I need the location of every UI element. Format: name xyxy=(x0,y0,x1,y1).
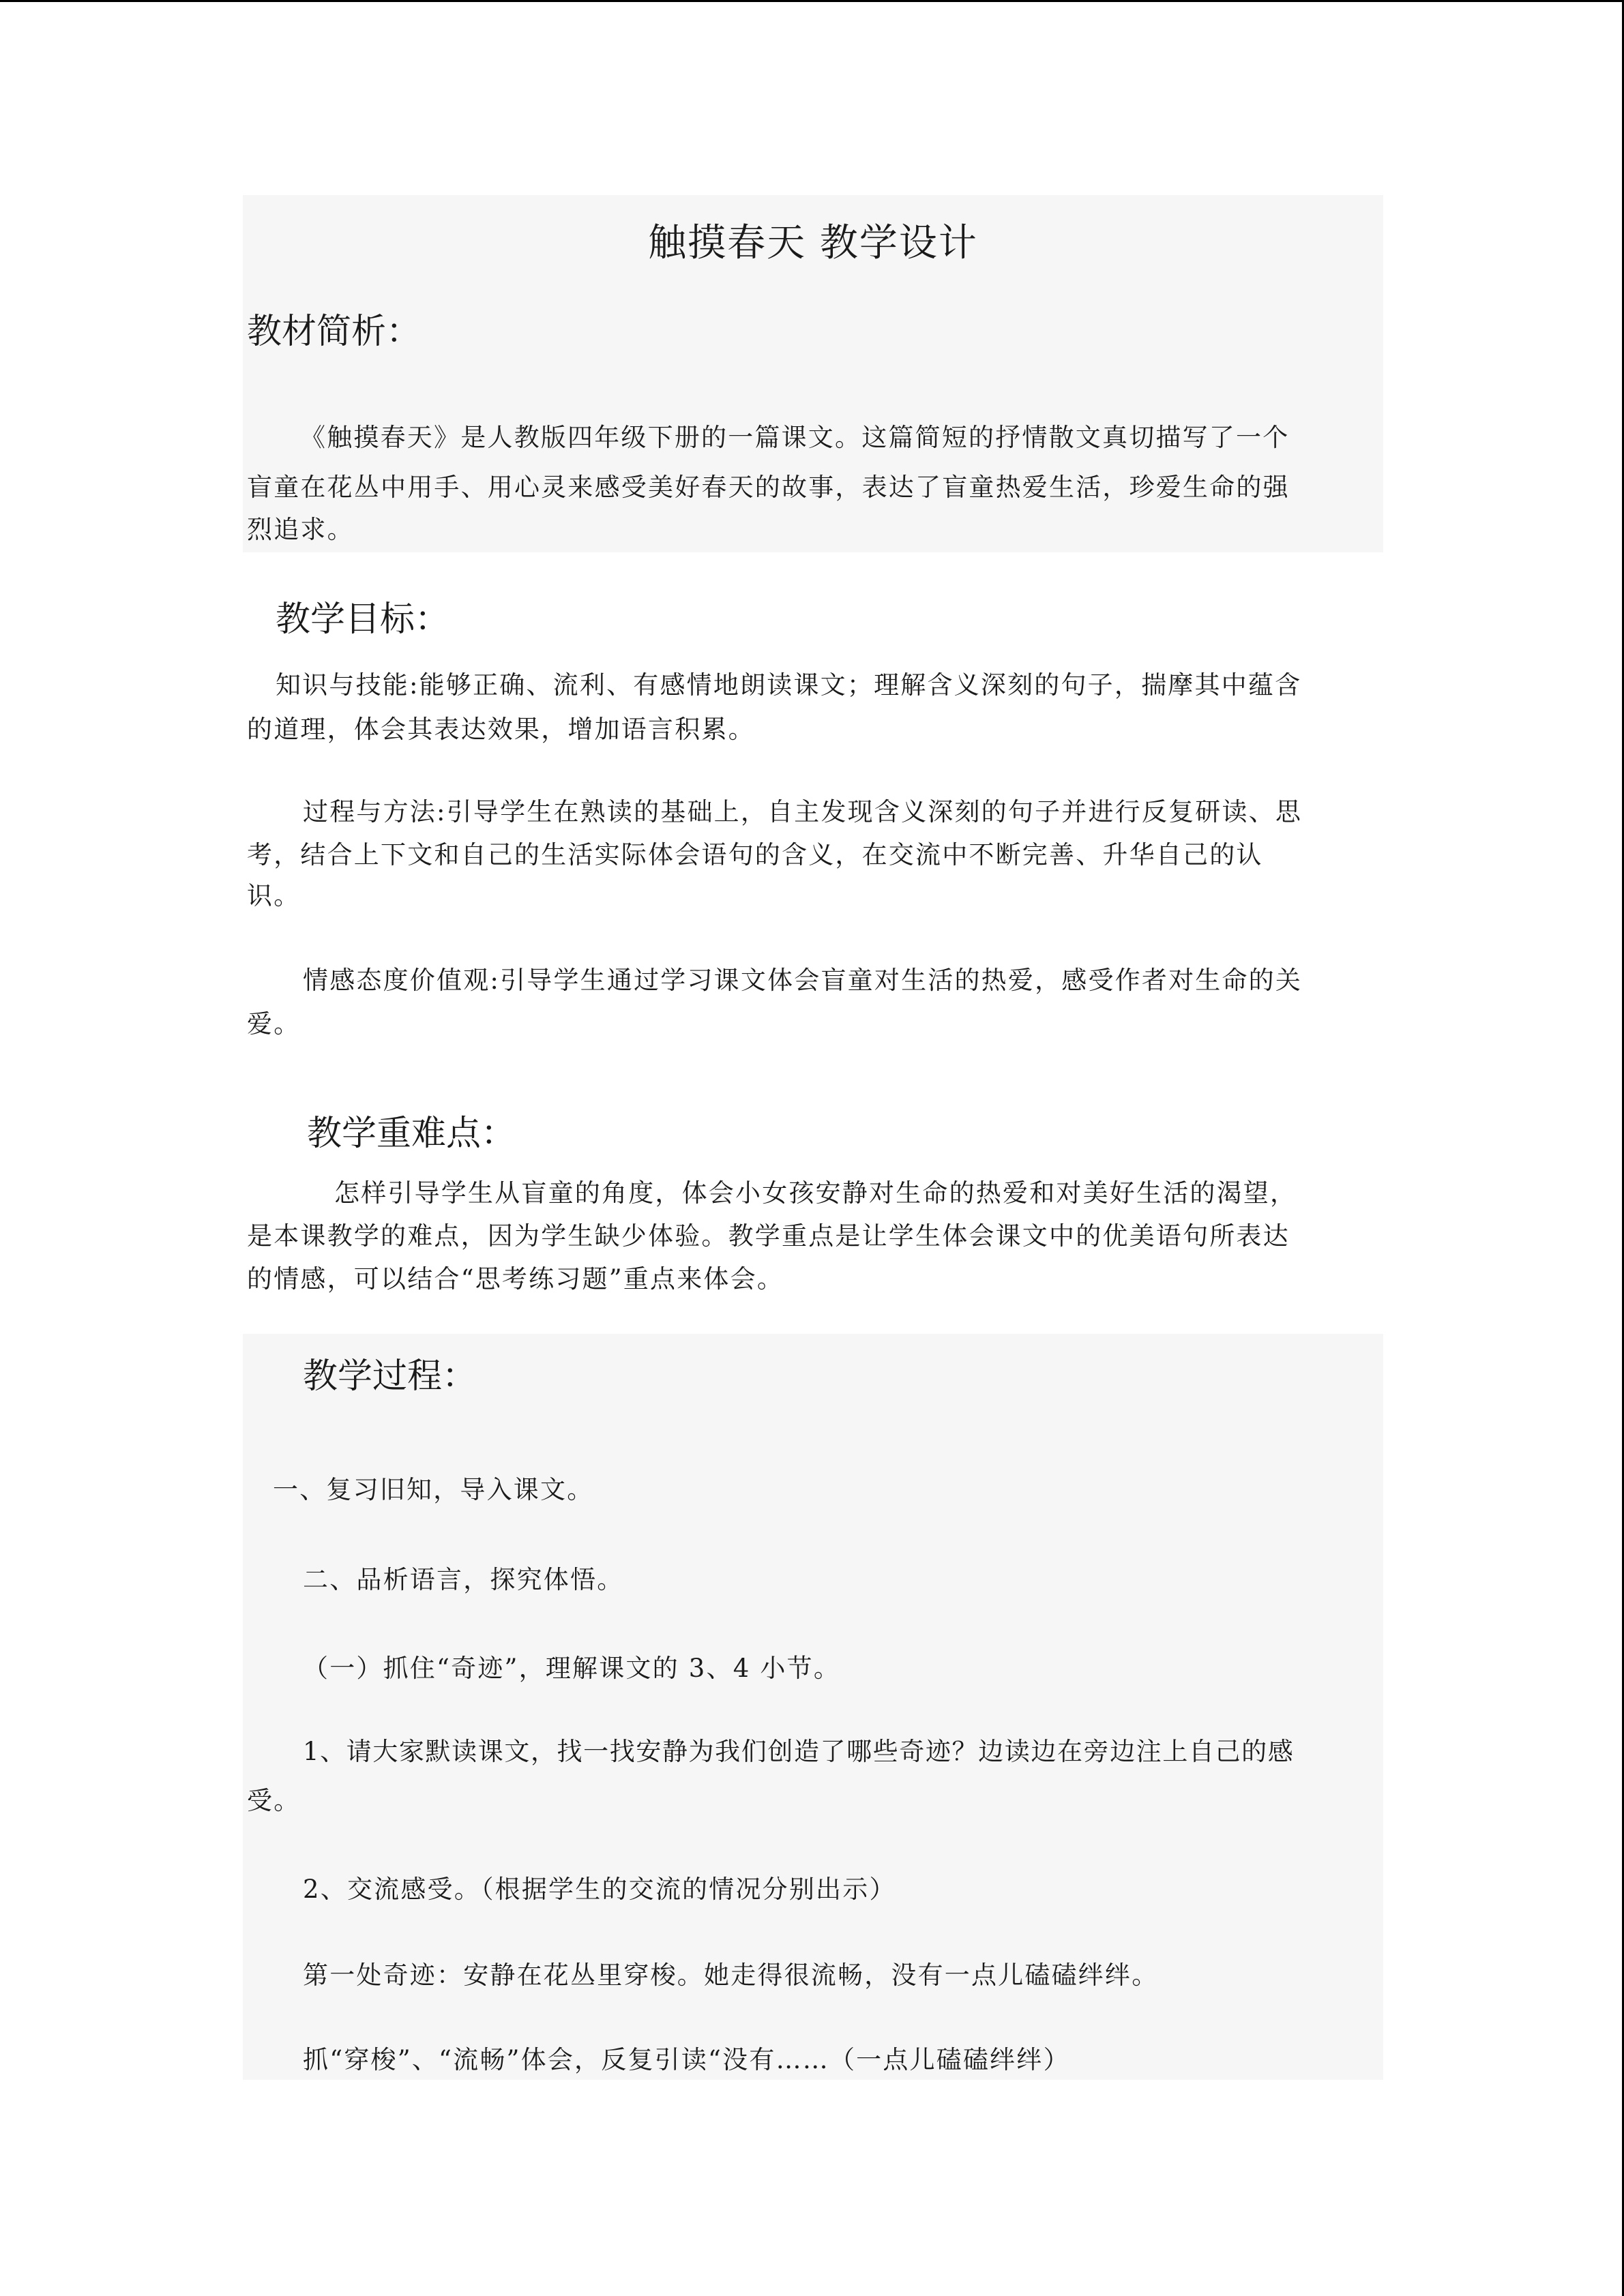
material-line-3: 烈追求。 xyxy=(247,515,354,544)
teaching-process-block xyxy=(243,1334,1383,2080)
title-and-material-block xyxy=(243,195,1383,552)
goals-knowledge-line-2: 的道理，体会其表达效果，增加语言积累。 xyxy=(247,715,755,744)
goals-emotion-line-2: 爱。 xyxy=(247,1009,301,1039)
material-line-1: 《触摸春天》是人教版四年级下册的一篇课文。这篇简短的抒情散文真切描写了一个 xyxy=(300,423,1290,452)
goals-process-line-1: 过程与方法:引导学生在熟读的基础上，自主发现含义深刻的句子并进行反复研读、思 xyxy=(303,797,1303,826)
process-miracle-1: 第一处奇迹：安静在花丛里穿梭。她走得很流畅，没有一点儿磕磕绊绊。 xyxy=(303,1960,1159,1990)
process-heading: 教学过程： xyxy=(303,1356,477,1397)
process-step-1: 一、复习旧知，导入课文。 xyxy=(273,1475,594,1504)
page-top-border xyxy=(0,0,1624,2)
process-sub-1: （一）抓住“奇迹”，理解课文的 3、4 小节。 xyxy=(303,1654,841,1683)
key-points-line-1: 怎样引导学生从盲童的角度，体会小女孩安静对生命的热爱和对美好生活的渴望， xyxy=(334,1178,1297,1208)
document-title: 触摸春天 教学设计 xyxy=(648,221,978,265)
material-heading: 教材简析： xyxy=(247,312,422,352)
material-line-2: 盲童在花丛中用手、用心灵来感受美好春天的故事，表达了盲童热爱生活，珍爱生命的强 xyxy=(247,473,1290,502)
key-points-heading: 教学重难点： xyxy=(307,1114,516,1154)
process-item-1-line-2: 受。 xyxy=(247,1786,301,1815)
key-points-line-2: 是本课教学的难点，因为学生缺少体验。教学重点是让学生体会课文中的优美语句所表达 xyxy=(247,1221,1290,1251)
process-guide: 抓“穿梭”、“流畅”体会，反复引读“没有……（一点儿磕磕绊绊） xyxy=(303,2045,1070,2074)
process-step-2: 二、品析语言，探究体悟。 xyxy=(303,1565,624,1594)
goals-process-line-3: 识。 xyxy=(247,881,301,910)
goals-emotion-line-1: 情感态度价值观:引导学生通过学习课文体会盲童对生活的热爱，感受作者对生命的关 xyxy=(303,966,1303,995)
goals-knowledge-line-1: 知识与技能:能够正确、流利、有感情地朗读课文；理解含义深刻的句子，揣摩其中蕴含 xyxy=(276,670,1302,700)
key-points-line-3: 的情感，可以结合“思考练习题”重点来体会。 xyxy=(247,1264,784,1294)
goals-heading: 教学目标： xyxy=(276,599,450,640)
process-item-2: 2、交流感受。（根据学生的交流的情况分别出示） xyxy=(303,1875,896,1904)
process-item-1-line-1: 1、请大家默读课文，找一找安静为我们创造了哪些奇迹？边读边在旁边注上自己的感 xyxy=(303,1737,1295,1766)
goals-process-line-2: 考，结合上下文和自己的生活实际体会语句的含义，在交流中不断完善、升华自己的认 xyxy=(247,840,1263,869)
